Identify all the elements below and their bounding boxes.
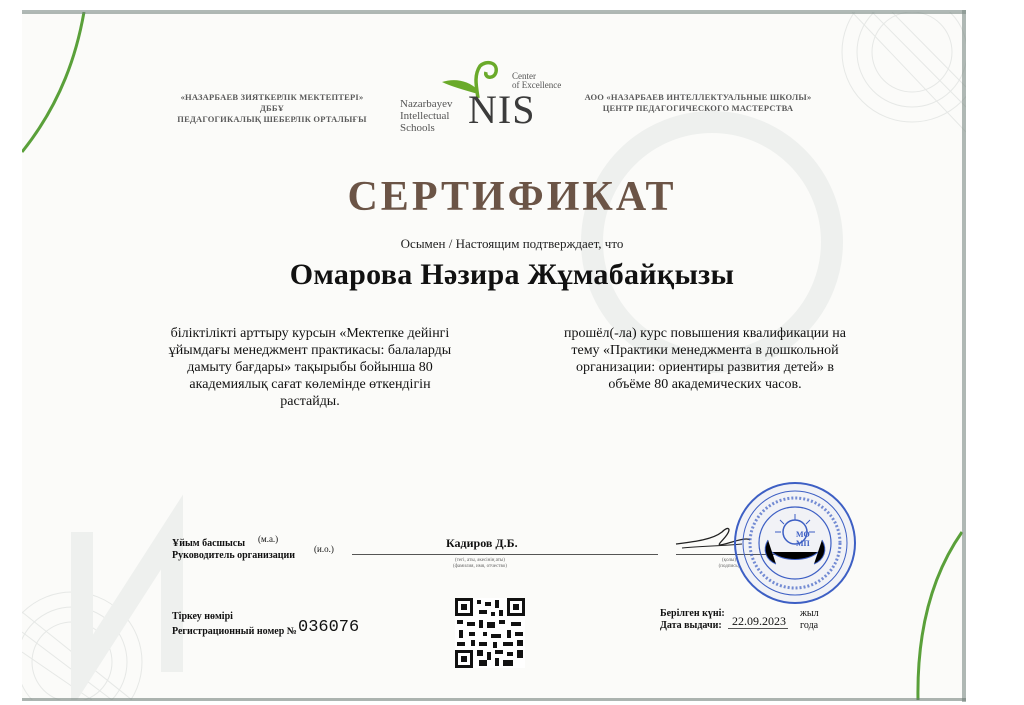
header-right-line1: АОО «НАЗАРБАЕВ ИНТЕЛЛЕКТУАЛЬНЫЕ ШКОЛЫ» — [584, 92, 812, 102]
header-right-line2: ЦЕНТР ПЕДАГОГИЧЕСКОГО МАСТЕРСТВА — [602, 103, 794, 113]
signer-abbr-ru: (и.о.) — [314, 544, 334, 554]
signer-label-kz: Ұйым басшысы — [172, 538, 246, 549]
logo-line2: Intellectual — [400, 110, 450, 122]
logo-line1: Nazarbayev — [400, 98, 453, 110]
kz-line: дамыту бағдары» тақырыбы бойынша 80 — [187, 360, 433, 375]
issue-year-ru: года — [800, 620, 819, 631]
name-hint-ru: (фамилия, имя, отчество) — [453, 564, 507, 569]
issue-year-kz: жыл — [800, 608, 819, 619]
issue-label-ru: Дата выдачи: — [660, 620, 722, 631]
logo-mark: NIS — [468, 87, 536, 132]
logo-line3: Schools — [400, 122, 435, 134]
registration-label-kz: Тіркеу нөмірі — [172, 611, 233, 622]
sign-hint-ru: (подпись) — [718, 564, 740, 569]
certificate-subtitle: Осымен / Настоящим подтверждает, что — [400, 236, 624, 251]
ru-line: организации: ориентиры развития детей» в — [576, 360, 834, 375]
issue-label-kz: Берілген күні: — [660, 608, 725, 619]
certificate-title: СЕРТИФИКАТ — [347, 174, 677, 220]
kz-line: ұйымдағы менеджмент практикасы: балаларды — [168, 343, 452, 358]
issue-date: 22.09.2023 — [732, 614, 786, 628]
name-hint — [420, 558, 540, 570]
signer-label-ru: Руководитель организации — [172, 550, 296, 561]
scan-edge-right — [962, 10, 966, 702]
name-hint-kz: (тегі, аты, әкесінің аты) — [455, 558, 505, 563]
signature-line — [352, 554, 658, 555]
signer-name: Кадиров Д.Б. — [446, 536, 518, 550]
sign-hint-kz: (қолы) — [721, 558, 737, 563]
kz-description — [160, 325, 460, 410]
logo-coe1: Center — [512, 71, 536, 81]
ru-line: тему «Практики менеджмента в дошкольной — [571, 343, 839, 358]
ru-line: объёме 80 академических часов. — [608, 377, 802, 392]
signer-abbr-kz: (м.а.) — [258, 534, 279, 544]
qr-code — [455, 598, 525, 668]
ru-description — [545, 325, 865, 393]
recipient-name: Омарова Нәзира Жұмабайқызы — [289, 258, 735, 291]
ru-line: прошёл(-ла) курс повышения квалификации на — [564, 326, 846, 341]
kz-line: біліктілікті арттыру курсын «Мектепке дейінгі — [170, 326, 450, 341]
official-stamp — [732, 480, 858, 606]
registration-number: 036076 — [298, 618, 360, 637]
stamp-mark — [796, 530, 810, 548]
stamp-mark-ru: МП — [796, 539, 810, 548]
scan-edge-top — [22, 10, 966, 14]
logo-coe2: of Excellence — [512, 80, 562, 90]
scan-edge-bottom — [22, 698, 966, 701]
issue-year — [800, 608, 819, 632]
registration-label-ru: Регистрационный номер № — [172, 626, 297, 637]
header-left-line1: «НАЗАРБАЕВ ЗИЯТКЕРЛІК МЕКТЕПТЕРІ» ДББҰ — [180, 92, 364, 113]
kz-line: академиялық сағат көлемінде өткендігін — [189, 377, 431, 392]
stamp-mark-kz: МО — [796, 530, 810, 539]
date-line — [728, 628, 788, 629]
header-left-line2: ПЕДАГОГИКАЛЫҚ ШЕБЕРЛІК ОРТАЛЫҒЫ — [177, 114, 367, 124]
kz-line: растайды. — [280, 394, 340, 409]
